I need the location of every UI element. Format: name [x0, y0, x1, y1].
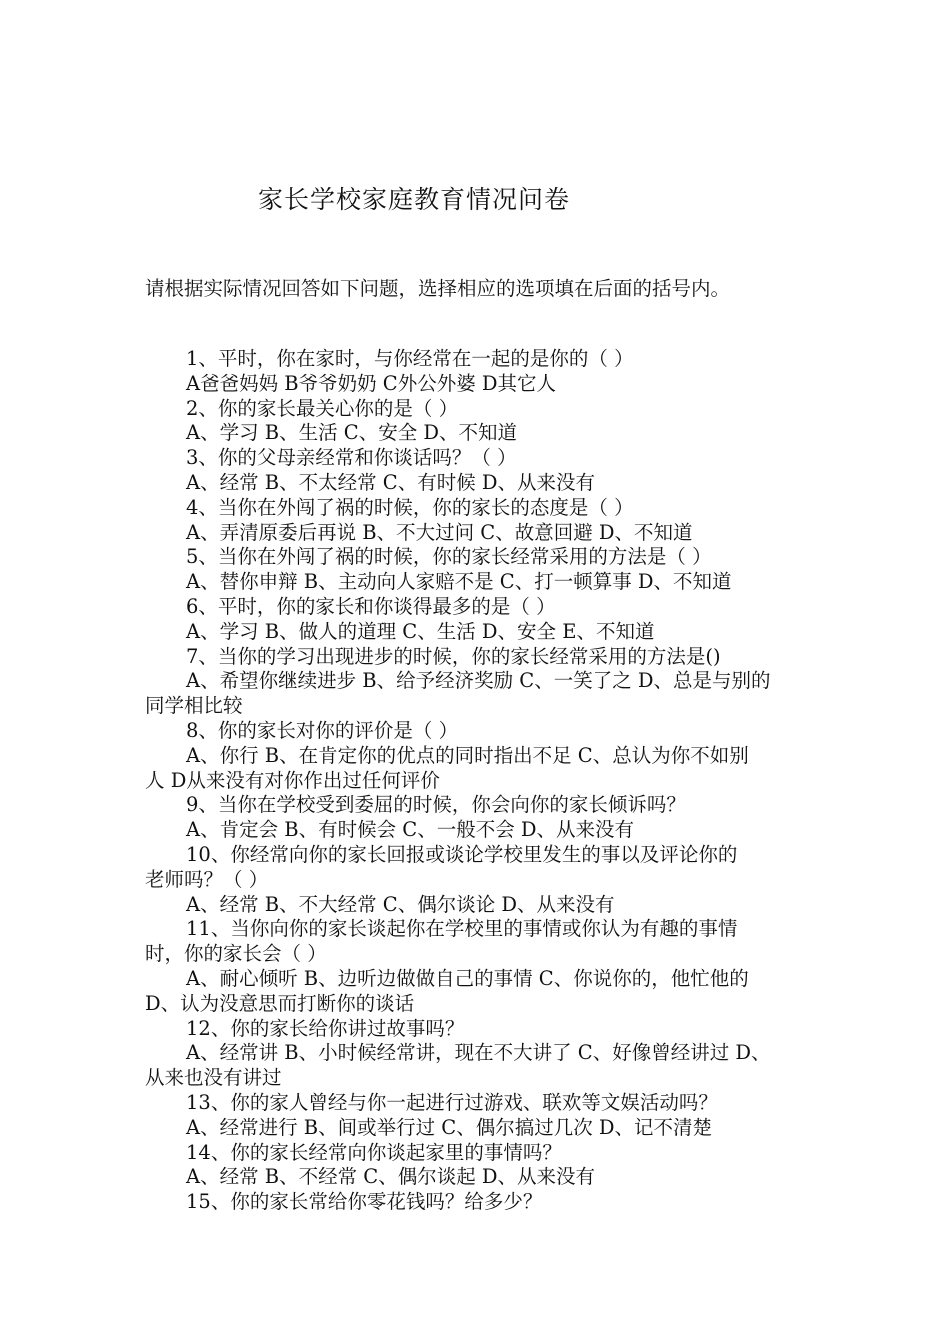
- questionnaire-line: 12、你的家长给你讲过故事吗？: [186, 1016, 465, 1040]
- questionnaire-line: 时，你的家长会（ ）: [145, 942, 327, 966]
- questionnaire-line: 15、你的家长常给你零花钱吗？给多少？: [186, 1190, 543, 1214]
- questionnaire-line: A、替你申辩 B、主动向人家赔不是 C、打一顿算事 D、不知道: [186, 570, 732, 594]
- questionnaire-line: 13、你的家人曾经与你一起进行过游戏、联欢等文娱活动吗？: [186, 1090, 718, 1114]
- questionnaire-line: 7、当你的学习出现进步的时候，你的家长经常采用的方法是(): [186, 644, 721, 668]
- questionnaire-line: 2、你的家长最关心你的是（ ）: [186, 396, 459, 420]
- questionnaire-line: A爸爸妈妈 B爷爷奶奶 C外公外婆 D其它人: [186, 371, 557, 395]
- questionnaire-line: 9、当你在学校受到委屈的时候，你会向你的家长倾诉吗？: [186, 793, 686, 817]
- questionnaire-line: 4、当你在外闯了祸的时候，你的家长的态度是（ ）: [186, 495, 634, 519]
- questionnaire-line: 6、平时，你的家长和你谈得最多的是（ ）: [186, 594, 556, 618]
- questionnaire-line: A、经常 B、不太经常 C、有时候 D、从来没有: [186, 470, 596, 494]
- questionnaire-line: A、学习 B、生活 C、安全 D、不知道: [186, 421, 518, 445]
- questionnaire-line: A、你行 B、在肯定你的优点的同时指出不足 C、总认为你不如别: [186, 743, 749, 767]
- questionnaire-body: [145, 347, 810, 1215]
- questionnaire-line: A、希望你继续进步 B、给予经济奖励 C、一笑了之 D、总是与别的: [186, 669, 771, 693]
- questionnaire-line: 5、当你在外闯了祸的时候，你的家长经常采用的方法是（ ）: [186, 545, 712, 569]
- instructions-text: 请根据实际情况回答如下问题，选择相应的选项填在后面的括号内。: [145, 277, 731, 300]
- questionnaire-line: 8、你的家长对你的评价是（ ）: [186, 718, 459, 742]
- questionnaire-line: 从来也没有讲过: [145, 1066, 282, 1090]
- questionnaire-line: A、经常进行 B、间或举行过 C、偶尔搞过几次 D、记不清楚: [186, 1115, 713, 1139]
- questionnaire-line: 1、平时，你在家时，与你经常在一起的是你的（ ）: [186, 347, 634, 370]
- document-title: 家长学校家庭教育情况问卷: [258, 185, 571, 214]
- questionnaire-line: A、经常 B、不经常 C、偶尔谈起 D、从来没有: [186, 1165, 596, 1189]
- questionnaire-line: 10、你经常向你的家长回报或谈论学校里发生的事以及评论你的: [186, 842, 738, 866]
- questionnaire-line: A、耐心倾听 B、边听边做做自己的事情 C、你说你的，他忙他的: [186, 966, 749, 990]
- questionnaire-line: 11、当你向你的家长谈起你在学校里的事情或你认为有趣的事情: [186, 917, 738, 941]
- questionnaire-line: 同学相比较: [145, 694, 243, 718]
- questionnaire-line: A、学习 B、做人的道理 C、生活 D、安全 E、不知道: [186, 619, 655, 643]
- questionnaire-line: 14、你的家长经常向你谈起家里的事情吗？: [186, 1140, 562, 1164]
- questionnaire-line: A、经常讲 B、小时候经常讲，现在不大讲了 C、好像曾经讲过 D、: [186, 1041, 771, 1065]
- questionnaire-line: 3、你的父母亲经常和你谈话吗？（ ）: [186, 446, 517, 470]
- questionnaire-line: D、认为没意思而打断你的谈话: [145, 991, 415, 1015]
- questionnaire-line: 人 D从来没有对你作出过任何评价: [145, 768, 440, 792]
- questionnaire-line: A、肯定会 B、有时候会 C、一般不会 D、从来没有: [186, 818, 635, 842]
- questionnaire-line: A、弄清原委后再说 B、不大过问 C、故意回避 D、不知道: [186, 520, 693, 544]
- questionnaire-line: 老师吗？（ ）: [145, 867, 269, 891]
- questionnaire-line: A、经常 B、不大经常 C、偶尔谈论 D、从来没有: [186, 892, 615, 916]
